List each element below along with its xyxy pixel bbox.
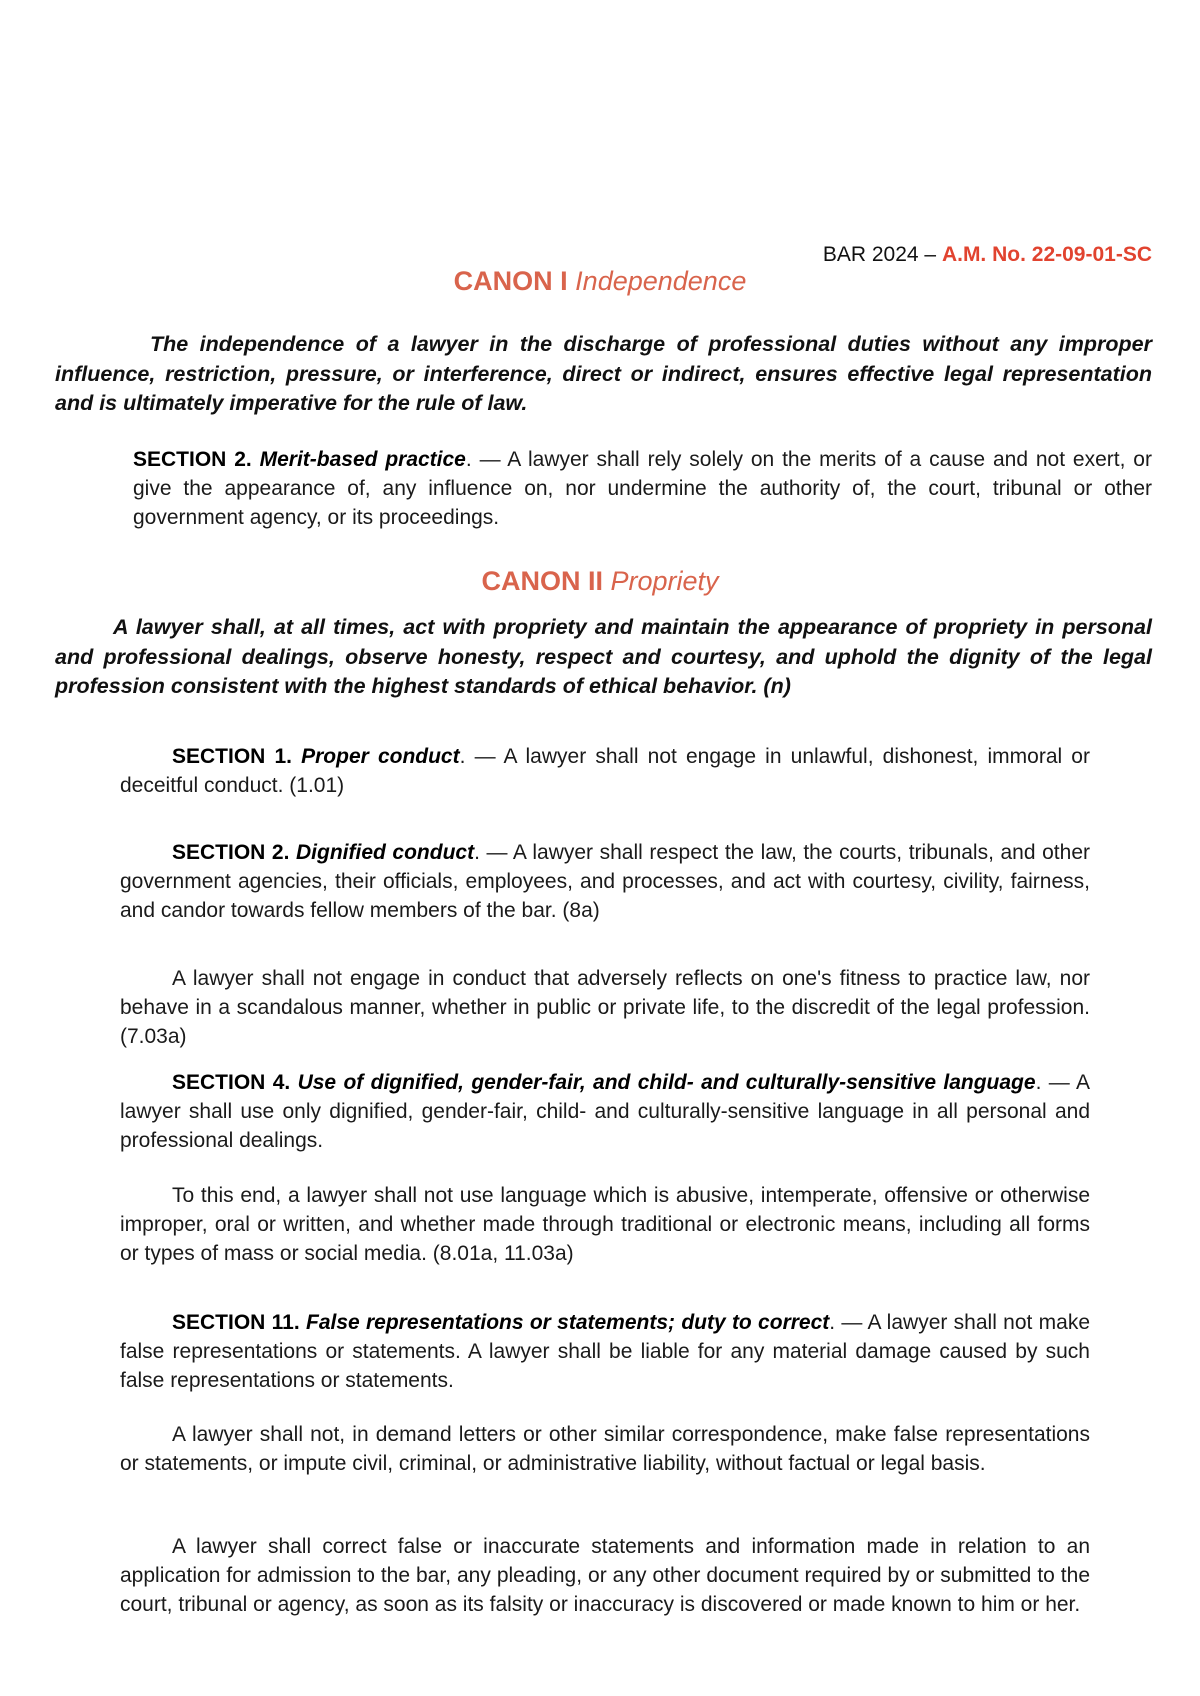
canon-2-number: CANON II (481, 566, 603, 596)
canon-1-title (0, 266, 1200, 297)
canon-2-section-4 (120, 1068, 1090, 1155)
canon-2-section-11 (120, 1308, 1090, 1395)
canon-2-section-1 (120, 742, 1090, 800)
section-label: SECTION 4. (172, 1071, 291, 1094)
section-title: False representations or statements; duty to correct (306, 1311, 830, 1334)
section-paragraph: A lawyer shall not, in demand letters or other similar correspondence, make false representations or statements, or impute civil, criminal, or administrative liability, without factual or legal basis. (120, 1423, 1090, 1475)
document-header (560, 243, 1152, 267)
section-text: . — A lawyer shall rely solely on the merits of a cause and not exert, or give the appearance of, any influence on, nor undermine the authority of, the court, tribunal or other government agency, or its proceedings. (133, 448, 1152, 529)
section-title: Use of dignified, gender-fair, and child- and culturally-sensitive language (297, 1071, 1036, 1094)
canon-2-section-2 (120, 838, 1090, 925)
section-label: SECTION 2. (133, 448, 252, 471)
header-prefix: BAR 2024 – (822, 243, 942, 266)
canon-2-title (0, 566, 1200, 597)
section-paragraph: A lawyer shall correct false or inaccurate statements and information made in relation to an application for admission to the bar, any pleading, or any other document required by or submitted to the court, tribunal or agency, as soon as its falsity or inaccuracy is discovered or made known to him or her. (120, 1535, 1090, 1616)
section-title: Merit-based practice (259, 448, 466, 471)
section-text: . — A lawyer shall use only dignified, gender-fair, child- and culturally-sensitive language in all personal and professional dealings. (120, 1071, 1090, 1152)
canon-1-name: Independence (575, 266, 747, 296)
section-paragraph: A lawyer shall not engage in conduct that adversely reflects on one's fitness to practice law, nor behave in a scandalous manner, whether in public or private life, to the discredit of the legal profession. (7.03a) (120, 967, 1090, 1048)
section-paragraph: To this end, a lawyer shall not use language which is abusive, intemperate, offensive or otherwise improper, oral or written, and whether made through traditional or electronic means, including all forms or types of mass or social media. (8.01a, 11.03a) (120, 1184, 1090, 1265)
section-title: Dignified conduct (296, 841, 475, 864)
section-label: SECTION 1. (172, 745, 292, 768)
section-text: . — A lawyer shall not engage in unlawful, dishonest, immoral or deceitful conduct. (1.01) (120, 745, 1090, 797)
page-bottom-fade (0, 1628, 1200, 1696)
canon-1-number: CANON I (453, 266, 568, 296)
section-label: SECTION 11. (172, 1311, 300, 1334)
section-title: Proper conduct (301, 745, 460, 768)
section-label: SECTION 2. (172, 841, 290, 864)
canon-1-section-2 (133, 445, 1152, 532)
section-text: . — A lawyer shall respect the law, the courts, tribunals, and other government agencies, their officials, employees, and processes, and act with courtesy, civility, fairness, and candor towards fellow members of the bar. (8a) (120, 841, 1090, 922)
canon-1-statement: The independence of a lawyer in the discharge of professional duties without any improper influence, restriction, pressure, or interference, direct or indirect, ensures effective legal representation and is ultimately imperative for the rule of law. (55, 332, 1152, 415)
canon-2-name: Propriety (610, 566, 719, 596)
section-text: . — A lawyer shall not make false representations or statements. A lawyer shall be liable for any material damage caused by such false representations or statements. (120, 1311, 1090, 1392)
canon-2-statement: A lawyer shall, at all times, act with propriety and maintain the appearance of propriety in personal and professional dealings, observe honesty, respect and courtesy, and uphold the dignity of the legal profession consistent with the highest standards of ethical behavior. (n) (55, 615, 1152, 698)
header-code: A.M. No. 22-09-01-SC (941, 243, 1152, 266)
